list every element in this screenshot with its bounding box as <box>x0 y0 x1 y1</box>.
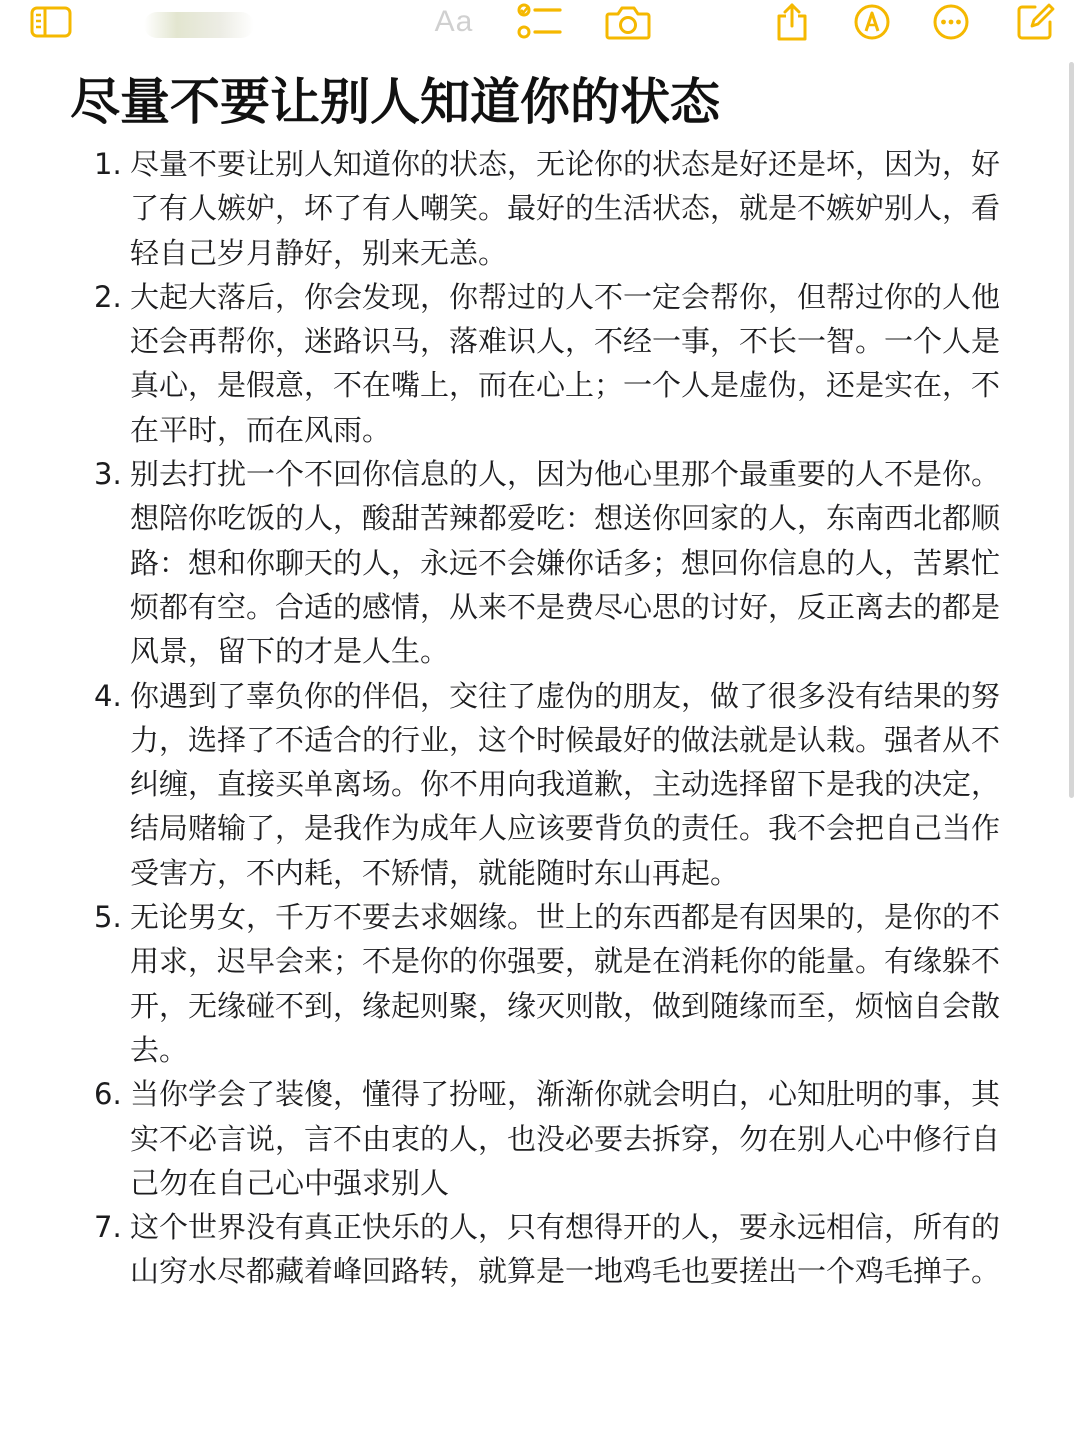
more-button[interactable] <box>928 0 974 44</box>
blurred-back-label <box>144 12 254 38</box>
list-item-text: 你遇到了辜负你的伴侣，交往了虚伪的朋友，做了很多没有结果的努力，选择了不适合的行业，这个时候最好的做法就是认栽。强者从不纠缠，直接买单离场。你不用向我道歉，主动选择留下是我的决定，结局赌输了，是我作为成年人应该要背负的责任。我不会把自己当作受害方，不内耗，不矫情，就能随时东山再起。 <box>130 678 1001 890</box>
format-text-button[interactable] <box>424 0 484 44</box>
notes-toolbar <box>0 0 1080 48</box>
list-item-text: 别去打扰一个不回你信息的人，因为他心里那个最重要的人不是你。想陪你吃饭的人，酸甜苦辣都爱吃：想送你回家的人，东南西北都顺路：想和你聊天的人，永远不会嫌你话多；想回你信息的人，苦累忙烦都有空。合适的感情，从来不是费尽心思的讨好，反正离去的都是风景，留下的才是人生。 <box>130 457 1001 669</box>
list-item <box>0 895 1000 1072</box>
list-item-text: 大起大落后，你会发现，你帮过的人不一定会帮你，但帮过你的人他还会再帮你，迷路识马，落难识人，不经一事，不长一智。一个人是真心，是假意，不在嘴上，而在心上；一个人是虚伪，还是实在，不在平时，而在风雨。 <box>130 279 1001 447</box>
compose-icon <box>1015 2 1055 42</box>
sidebar-toggle-button[interactable] <box>26 0 76 44</box>
list-number: 1. <box>94 147 122 181</box>
scrollbar[interactable] <box>1069 62 1074 798</box>
list-item <box>0 1072 1000 1205</box>
format-label: Aa <box>434 5 474 38</box>
camera-button[interactable] <box>602 0 654 44</box>
list-item <box>0 674 1000 895</box>
list-item-text: 无论男女，千万不要去求姻缘。世上的东西都是有因果的，是你的不用求，迟早会来；不是你的你强要，就是在消耗你的能量。有缘躲不开，无缘碰不到，缘起则聚，缘灭则散，做到随缘而至，烦恼自会散去。 <box>130 900 1001 1067</box>
camera-icon <box>605 4 651 40</box>
sidebar-icon <box>29 5 73 39</box>
compose-button[interactable] <box>1012 0 1058 44</box>
markup-pen-icon <box>853 3 891 41</box>
note-title: 尽量不要让别人知道你的状态 <box>70 73 720 131</box>
list-number: 7. <box>94 1210 122 1245</box>
list-number: 4. <box>94 678 122 713</box>
checklist-icon <box>516 2 562 42</box>
list-item-text: 当你学会了装傻，懂得了扮哑，渐渐你就会明白，心知肚明的事，其实不必言说，言不由衷的人，也没必要去拆穿，勿在别人心中修行自己勿在自己心中强求别人 <box>130 1077 1001 1200</box>
more-icon <box>932 3 970 41</box>
list-number: 5. <box>94 900 122 935</box>
list-item-text: 这个世界没有真正快乐的人，只有想得开的人，要永远相信，所有的山穷水尽都藏着峰回路转，就算是一地鸡毛也要搓出一个鸡毛掸子。 <box>130 1210 1001 1289</box>
list-number: 2. <box>94 279 122 314</box>
checklist-button[interactable] <box>512 0 566 44</box>
list-number: 3. <box>94 457 122 492</box>
share-icon <box>775 2 809 42</box>
list-item <box>0 452 1000 673</box>
list-item-text: 尽量不要让别人知道你的状态，无论你的状态是好还是坏，因为，好了有人嫉妒，坏了有人嘲笑。最好的生活状态，就是不嫉妒别人，看轻自己岁月静好，别来无恙。 <box>130 147 1001 270</box>
numbered-list <box>0 142 1000 1294</box>
share-button[interactable] <box>770 0 814 44</box>
list-item <box>0 142 1000 275</box>
list-item <box>0 1205 1000 1294</box>
list-item <box>0 275 1000 452</box>
markup-button[interactable] <box>850 0 894 44</box>
list-number: 6. <box>94 1077 122 1112</box>
